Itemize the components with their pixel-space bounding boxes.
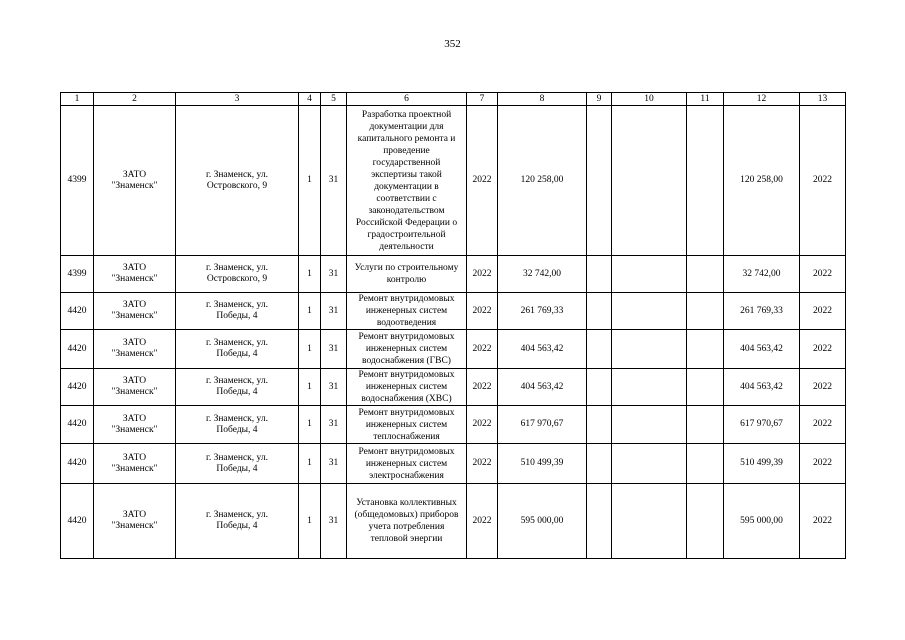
cell-col-5: 31 <box>321 444 347 484</box>
column-header: 1 <box>61 93 94 106</box>
cell-cost: 32 742,00 <box>498 256 587 293</box>
cell-municipality <box>94 369 176 406</box>
cell-registry-number: 4420 <box>61 369 94 406</box>
column-header: 10 <box>612 93 687 106</box>
cell-cost-total: 261 769,33 <box>724 293 800 330</box>
cell-address <box>176 484 299 559</box>
cell-municipality <box>94 293 176 330</box>
cell-municipality-line-1: ЗАТО <box>122 510 147 521</box>
cell-col-5: 31 <box>321 406 347 444</box>
cell-year: 2022 <box>467 406 498 444</box>
cell-address-line-1: г. Знаменск, ул. <box>206 452 268 463</box>
cell-registry-number: 4420 <box>61 444 94 484</box>
cell-municipality <box>94 444 176 484</box>
cell-year: 2022 <box>467 484 498 559</box>
cell-year-end: 2022 <box>800 293 846 330</box>
cell-col-4: 1 <box>299 444 321 484</box>
cell-cost: 120 258,00 <box>498 106 587 256</box>
cell-year-end: 2022 <box>800 484 846 559</box>
cell-col-4: 1 <box>299 330 321 369</box>
cell-registry-number: 4420 <box>61 293 94 330</box>
cell-col-11 <box>687 256 724 293</box>
cell-cost-total: 595 000,00 <box>724 484 800 559</box>
cell-municipality-line-2: "Знаменск" <box>111 424 158 435</box>
table-row <box>61 444 846 484</box>
cell-address-line-2: Островского, 9 <box>206 180 268 191</box>
table-row <box>61 256 846 293</box>
cell-cost-total: 120 258,00 <box>724 106 800 256</box>
cell-col-9 <box>587 369 612 406</box>
cell-year: 2022 <box>467 330 498 369</box>
column-header: 3 <box>176 93 299 106</box>
cell-address-line-2: Победы, 4 <box>216 349 258 359</box>
cell-col-9 <box>587 406 612 444</box>
cell-municipality-line-2: "Знаменск" <box>111 349 158 359</box>
table-row <box>61 106 846 256</box>
cell-col-10 <box>612 293 687 330</box>
table-row <box>61 484 846 559</box>
cell-col-9 <box>587 106 612 256</box>
column-header: 12 <box>724 93 800 106</box>
column-header: 8 <box>498 93 587 106</box>
cell-col-5: 31 <box>321 293 347 330</box>
cell-col-10 <box>612 369 687 406</box>
cell-address-line-2: Победы, 4 <box>216 387 258 397</box>
cell-address-line-2: Победы, 4 <box>216 463 258 474</box>
cell-work-description: Услуги по строительному контролю <box>347 256 467 293</box>
cell-col-4: 1 <box>299 106 321 256</box>
cell-col-9 <box>587 484 612 559</box>
column-header: 11 <box>687 93 724 106</box>
cell-address <box>176 406 299 444</box>
table-row <box>61 293 846 330</box>
cell-registry-number: 4420 <box>61 484 94 559</box>
column-header: 5 <box>321 93 347 106</box>
cell-col-9 <box>587 444 612 484</box>
cell-year-end: 2022 <box>800 406 846 444</box>
cell-col-4: 1 <box>299 293 321 330</box>
cell-col-10 <box>612 444 687 484</box>
cell-municipality <box>94 484 176 559</box>
cell-municipality-line-1: ЗАТО <box>122 376 147 387</box>
cell-municipality-line-2: "Знаменск" <box>111 180 158 191</box>
cell-col-11 <box>687 444 724 484</box>
cell-cost: 617 970,67 <box>498 406 587 444</box>
cell-municipality-line-1: ЗАТО <box>122 413 147 424</box>
cell-registry-number: 4420 <box>61 406 94 444</box>
cell-address <box>176 444 299 484</box>
cell-municipality-line-2: "Знаменск" <box>111 463 158 474</box>
cell-address <box>176 330 299 369</box>
cell-address <box>176 106 299 256</box>
cell-municipality-line-2: "Знаменск" <box>111 387 158 397</box>
cell-col-10 <box>612 484 687 559</box>
cell-work-description: Установка коллективных (общедомовых) приборов учета потребления тепловой энергии <box>347 484 467 559</box>
cell-address <box>176 293 299 330</box>
cell-col-4: 1 <box>299 256 321 293</box>
cell-col-11 <box>687 369 724 406</box>
cell-municipality-line-2: "Знаменск" <box>111 274 158 284</box>
works-table <box>60 92 846 559</box>
cell-municipality-line-1: ЗАТО <box>122 338 147 349</box>
cell-year-end: 2022 <box>800 369 846 406</box>
cell-work-description: Разработка проектной документации для капитального ремонта и проведение государственной экспертизы такой документации в соответствии с законодательством Российской Федерации о градостроительной деятельности <box>347 106 467 256</box>
cell-municipality-line-1: ЗАТО <box>122 263 147 274</box>
cell-year: 2022 <box>467 444 498 484</box>
cell-cost: 595 000,00 <box>498 484 587 559</box>
cell-address-line-1: г. Знаменск, ул. <box>206 413 268 424</box>
cell-col-4: 1 <box>299 484 321 559</box>
cell-address-line-1: г. Знаменск, ул. <box>206 263 268 274</box>
cell-col-11 <box>687 106 724 256</box>
cell-year: 2022 <box>467 369 498 406</box>
cell-municipality-line-2: "Знаменск" <box>111 521 158 531</box>
table-row <box>61 330 846 369</box>
cell-address-line-2: Победы, 4 <box>216 311 258 321</box>
cell-work-description: Ремонт внутридомовых инженерных систем электроснабжения <box>347 444 467 484</box>
cell-address-line-1: г. Знаменск, ул. <box>206 338 268 349</box>
cell-col-5: 31 <box>321 330 347 369</box>
cell-year-end: 2022 <box>800 106 846 256</box>
cell-municipality <box>94 406 176 444</box>
cell-municipality <box>94 106 176 256</box>
cell-cost-total: 404 563,42 <box>724 369 800 406</box>
cell-work-description: Ремонт внутридомовых инженерных систем водоснабжения (ХВС) <box>347 369 467 406</box>
cell-cost-total: 32 742,00 <box>724 256 800 293</box>
cell-cost: 261 769,33 <box>498 293 587 330</box>
column-header: 6 <box>347 93 467 106</box>
header-row <box>61 93 846 106</box>
cell-registry-number: 4399 <box>61 256 94 293</box>
cell-col-5: 31 <box>321 369 347 406</box>
table-row <box>61 406 846 444</box>
cell-address-line-2: Победы, 4 <box>216 521 258 531</box>
cell-col-4: 1 <box>299 406 321 444</box>
cell-address <box>176 369 299 406</box>
cell-work-description: Ремонт внутридомовых инженерных систем водоотведения <box>347 293 467 330</box>
cell-col-5: 31 <box>321 256 347 293</box>
cell-municipality-line-1: ЗАТО <box>122 300 147 311</box>
cell-address-line-1: г. Знаменск, ул. <box>206 510 268 521</box>
cell-municipality-line-2: "Знаменск" <box>111 311 158 321</box>
cell-col-10 <box>612 256 687 293</box>
cell-cost: 404 563,42 <box>498 369 587 406</box>
cell-cost-total: 404 563,42 <box>724 330 800 369</box>
column-header: 13 <box>800 93 846 106</box>
cell-cost-total: 510 499,39 <box>724 444 800 484</box>
cell-col-9 <box>587 330 612 369</box>
cell-municipality-line-1: ЗАТО <box>122 452 147 463</box>
cell-col-9 <box>587 293 612 330</box>
cell-year: 2022 <box>467 293 498 330</box>
cell-col-10 <box>612 106 687 256</box>
page-number: 352 <box>444 38 461 50</box>
cell-col-10 <box>612 406 687 444</box>
table-row <box>61 369 846 406</box>
cell-year-end: 2022 <box>800 444 846 484</box>
cell-year: 2022 <box>467 106 498 256</box>
cell-municipality-line-1: ЗАТО <box>122 169 147 180</box>
column-header: 7 <box>467 93 498 106</box>
cell-year: 2022 <box>467 256 498 293</box>
cell-col-9 <box>587 256 612 293</box>
cell-col-11 <box>687 484 724 559</box>
column-header: 9 <box>587 93 612 106</box>
cell-col-10 <box>612 330 687 369</box>
cell-municipality <box>94 256 176 293</box>
cell-cost: 510 499,39 <box>498 444 587 484</box>
cell-year-end: 2022 <box>800 330 846 369</box>
cell-col-5: 31 <box>321 106 347 256</box>
table-body <box>61 106 846 559</box>
cell-address-line-2: Островского, 9 <box>206 274 268 284</box>
cell-col-4: 1 <box>299 369 321 406</box>
cell-address-line-1: г. Знаменск, ул. <box>206 300 268 311</box>
cell-registry-number: 4399 <box>61 106 94 256</box>
column-header: 2 <box>94 93 176 106</box>
cell-col-11 <box>687 293 724 330</box>
column-header: 4 <box>299 93 321 106</box>
cell-registry-number: 4420 <box>61 330 94 369</box>
cell-municipality <box>94 330 176 369</box>
cell-address <box>176 256 299 293</box>
cell-cost: 404 563,42 <box>498 330 587 369</box>
cell-work-description: Ремонт внутридомовых инженерных систем теплоснабжения <box>347 406 467 444</box>
cell-year-end: 2022 <box>800 256 846 293</box>
cell-address-line-1: г. Знаменск, ул. <box>206 376 268 387</box>
cell-address-line-1: г. Знаменск, ул. <box>206 169 268 180</box>
cell-work-description: Ремонт внутридомовых инженерных систем водоснабжения (ГВС) <box>347 330 467 369</box>
cell-cost-total: 617 970,67 <box>724 406 800 444</box>
cell-col-5: 31 <box>321 484 347 559</box>
cell-address-line-2: Победы, 4 <box>216 424 258 435</box>
cell-col-11 <box>687 406 724 444</box>
cell-col-11 <box>687 330 724 369</box>
